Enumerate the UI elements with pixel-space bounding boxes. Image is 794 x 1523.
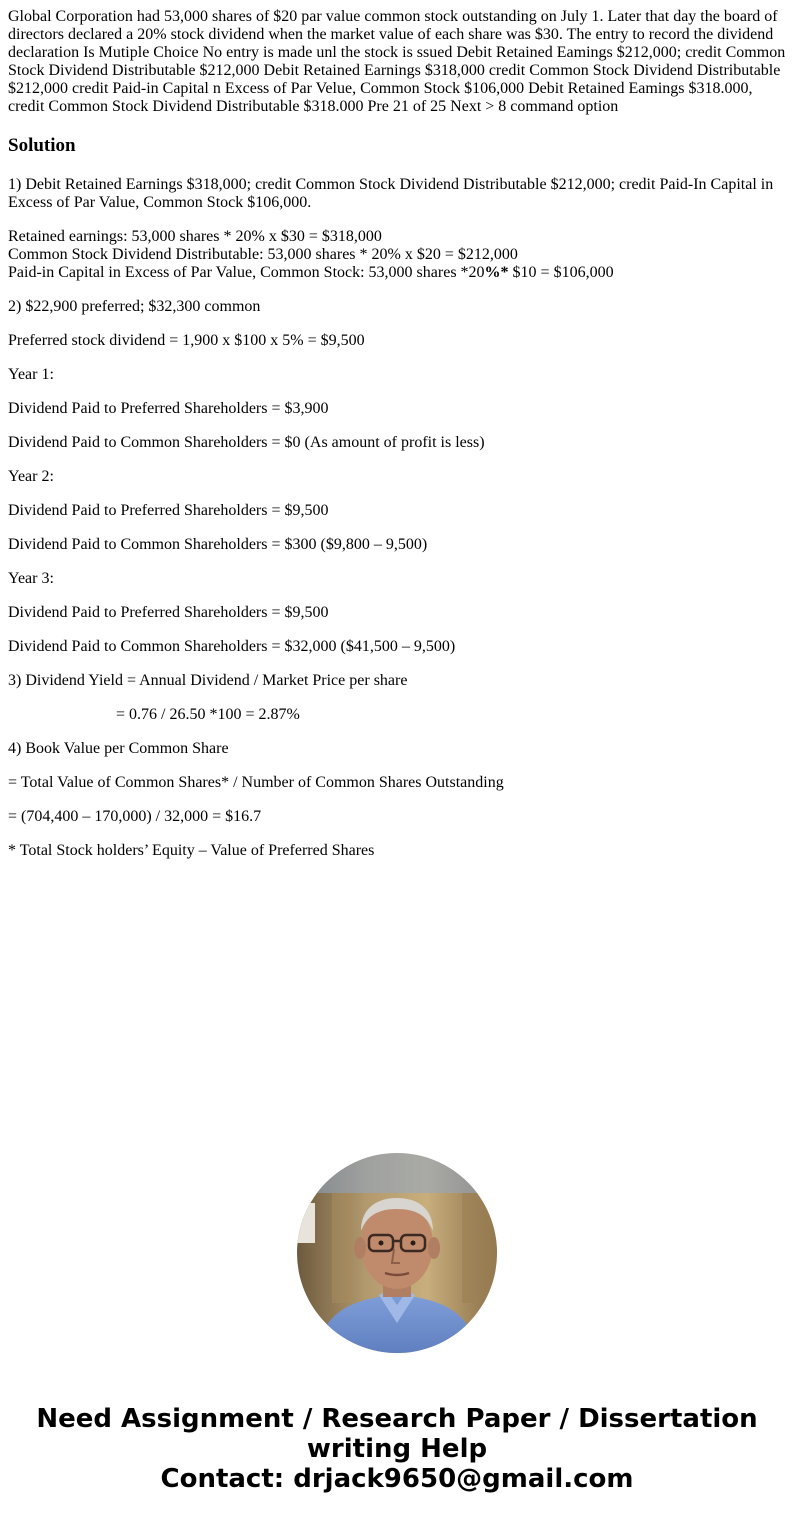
answer-3-calc: = 0.76 / 26.50 *100 = 2.87% [116, 706, 300, 723]
answer-2: 2) $22,900 preferred; $32,300 common [8, 298, 261, 315]
answer-4: 4) Book Value per Common Share [8, 740, 229, 757]
footer-line-2: writing Help [306, 1434, 488, 1464]
answer-1: 1) Debit Retained Earnings $318,000; credit Common Stock Dividend Distributable $212,000; credit Paid-In Capital in Excess of Par Value, Common Stock $106,000. [8, 176, 774, 211]
author-portrait-image [297, 1153, 497, 1353]
solution-heading: Solution [8, 135, 76, 156]
calc-line-retained-earnings: Retained earnings: 53,000 shares * 20% x $30 = $318,000 [8, 228, 382, 245]
question-text: Global Corporation had 53,000 shares of $20 par value common stock outstanding on July 1. Later that day the board of directors declared a 20% stock dividend when the market value of each share was $30. The entry to record the dividend declaration Is Mutiple Choice No entry is made unl the stock is ssued Debit Retained Eamings $212,000; credit Common Stock Dividend Distributable $212,000 Debit Retained Earnings $318,000 credit Common Stock Dividend Distributable $212,000 credit Paid-in Capital n Excess of Par Velue, Common Stock $106,000 Debit Retained Eamings $318.000, credit Common Stock Dividend Distributable $318.000 Pre 21 of 25 Next > 8 command option [8, 8, 786, 115]
year-3-label: Year 3: [8, 570, 54, 587]
calculation-block [8, 228, 788, 282]
calc-line3-c: $10 = $106,000 [508, 264, 614, 281]
author-avatar [297, 1153, 497, 1353]
answer-3: 3) Dividend Yield = Annual Dividend / Market Price per share [8, 672, 408, 689]
year-1-preferred: Dividend Paid to Preferred Shareholders = $3,900 [8, 400, 329, 417]
year-1-label: Year 1: [8, 366, 54, 383]
year-2-label: Year 2: [8, 468, 54, 485]
footer-contact-line: Contact: drjack9650@gmail.com [160, 1464, 634, 1494]
answer-4-calc: = (704,400 – 170,000) / 32,000 = $16.7 [8, 808, 262, 825]
calc-line-dividend-distributable: Common Stock Dividend Distributable: 53,000 shares * 20% x $20 = $212,000 [8, 246, 518, 263]
document-content [8, 8, 788, 876]
contact-footer [0, 1404, 794, 1494]
calc-line3-a: Paid-in Capital in Excess of Par Value, Common Stock: 53,000 shares *20 [8, 264, 485, 281]
year-2-preferred: Dividend Paid to Preferred Shareholders = $9,500 [8, 502, 329, 519]
year-1-common: Dividend Paid to Common Shareholders = $0 (As amount of profit is less) [8, 434, 485, 451]
preferred-dividend: Preferred stock dividend = 1,900 x $100 x 5% = $9,500 [8, 332, 365, 349]
answer-4-formula: = Total Value of Common Shares* / Number of Common Shares Outstanding [8, 774, 504, 791]
year-3-preferred: Dividend Paid to Preferred Shareholders = $9,500 [8, 604, 329, 621]
year-3-common: Dividend Paid to Common Shareholders = $32,000 ($41,500 – 9,500) [8, 638, 456, 655]
calc-line3-b: %* [484, 264, 509, 281]
calc-line-paid-in-capital [8, 264, 788, 282]
footer-line-1: Need Assignment / Research Paper / Dissertation [36, 1404, 758, 1434]
year-2-common: Dividend Paid to Common Shareholders = $300 ($9,800 – 9,500) [8, 536, 428, 553]
answer-4-note: * Total Stock holders’ Equity – Value of Preferred Shares [8, 842, 375, 859]
